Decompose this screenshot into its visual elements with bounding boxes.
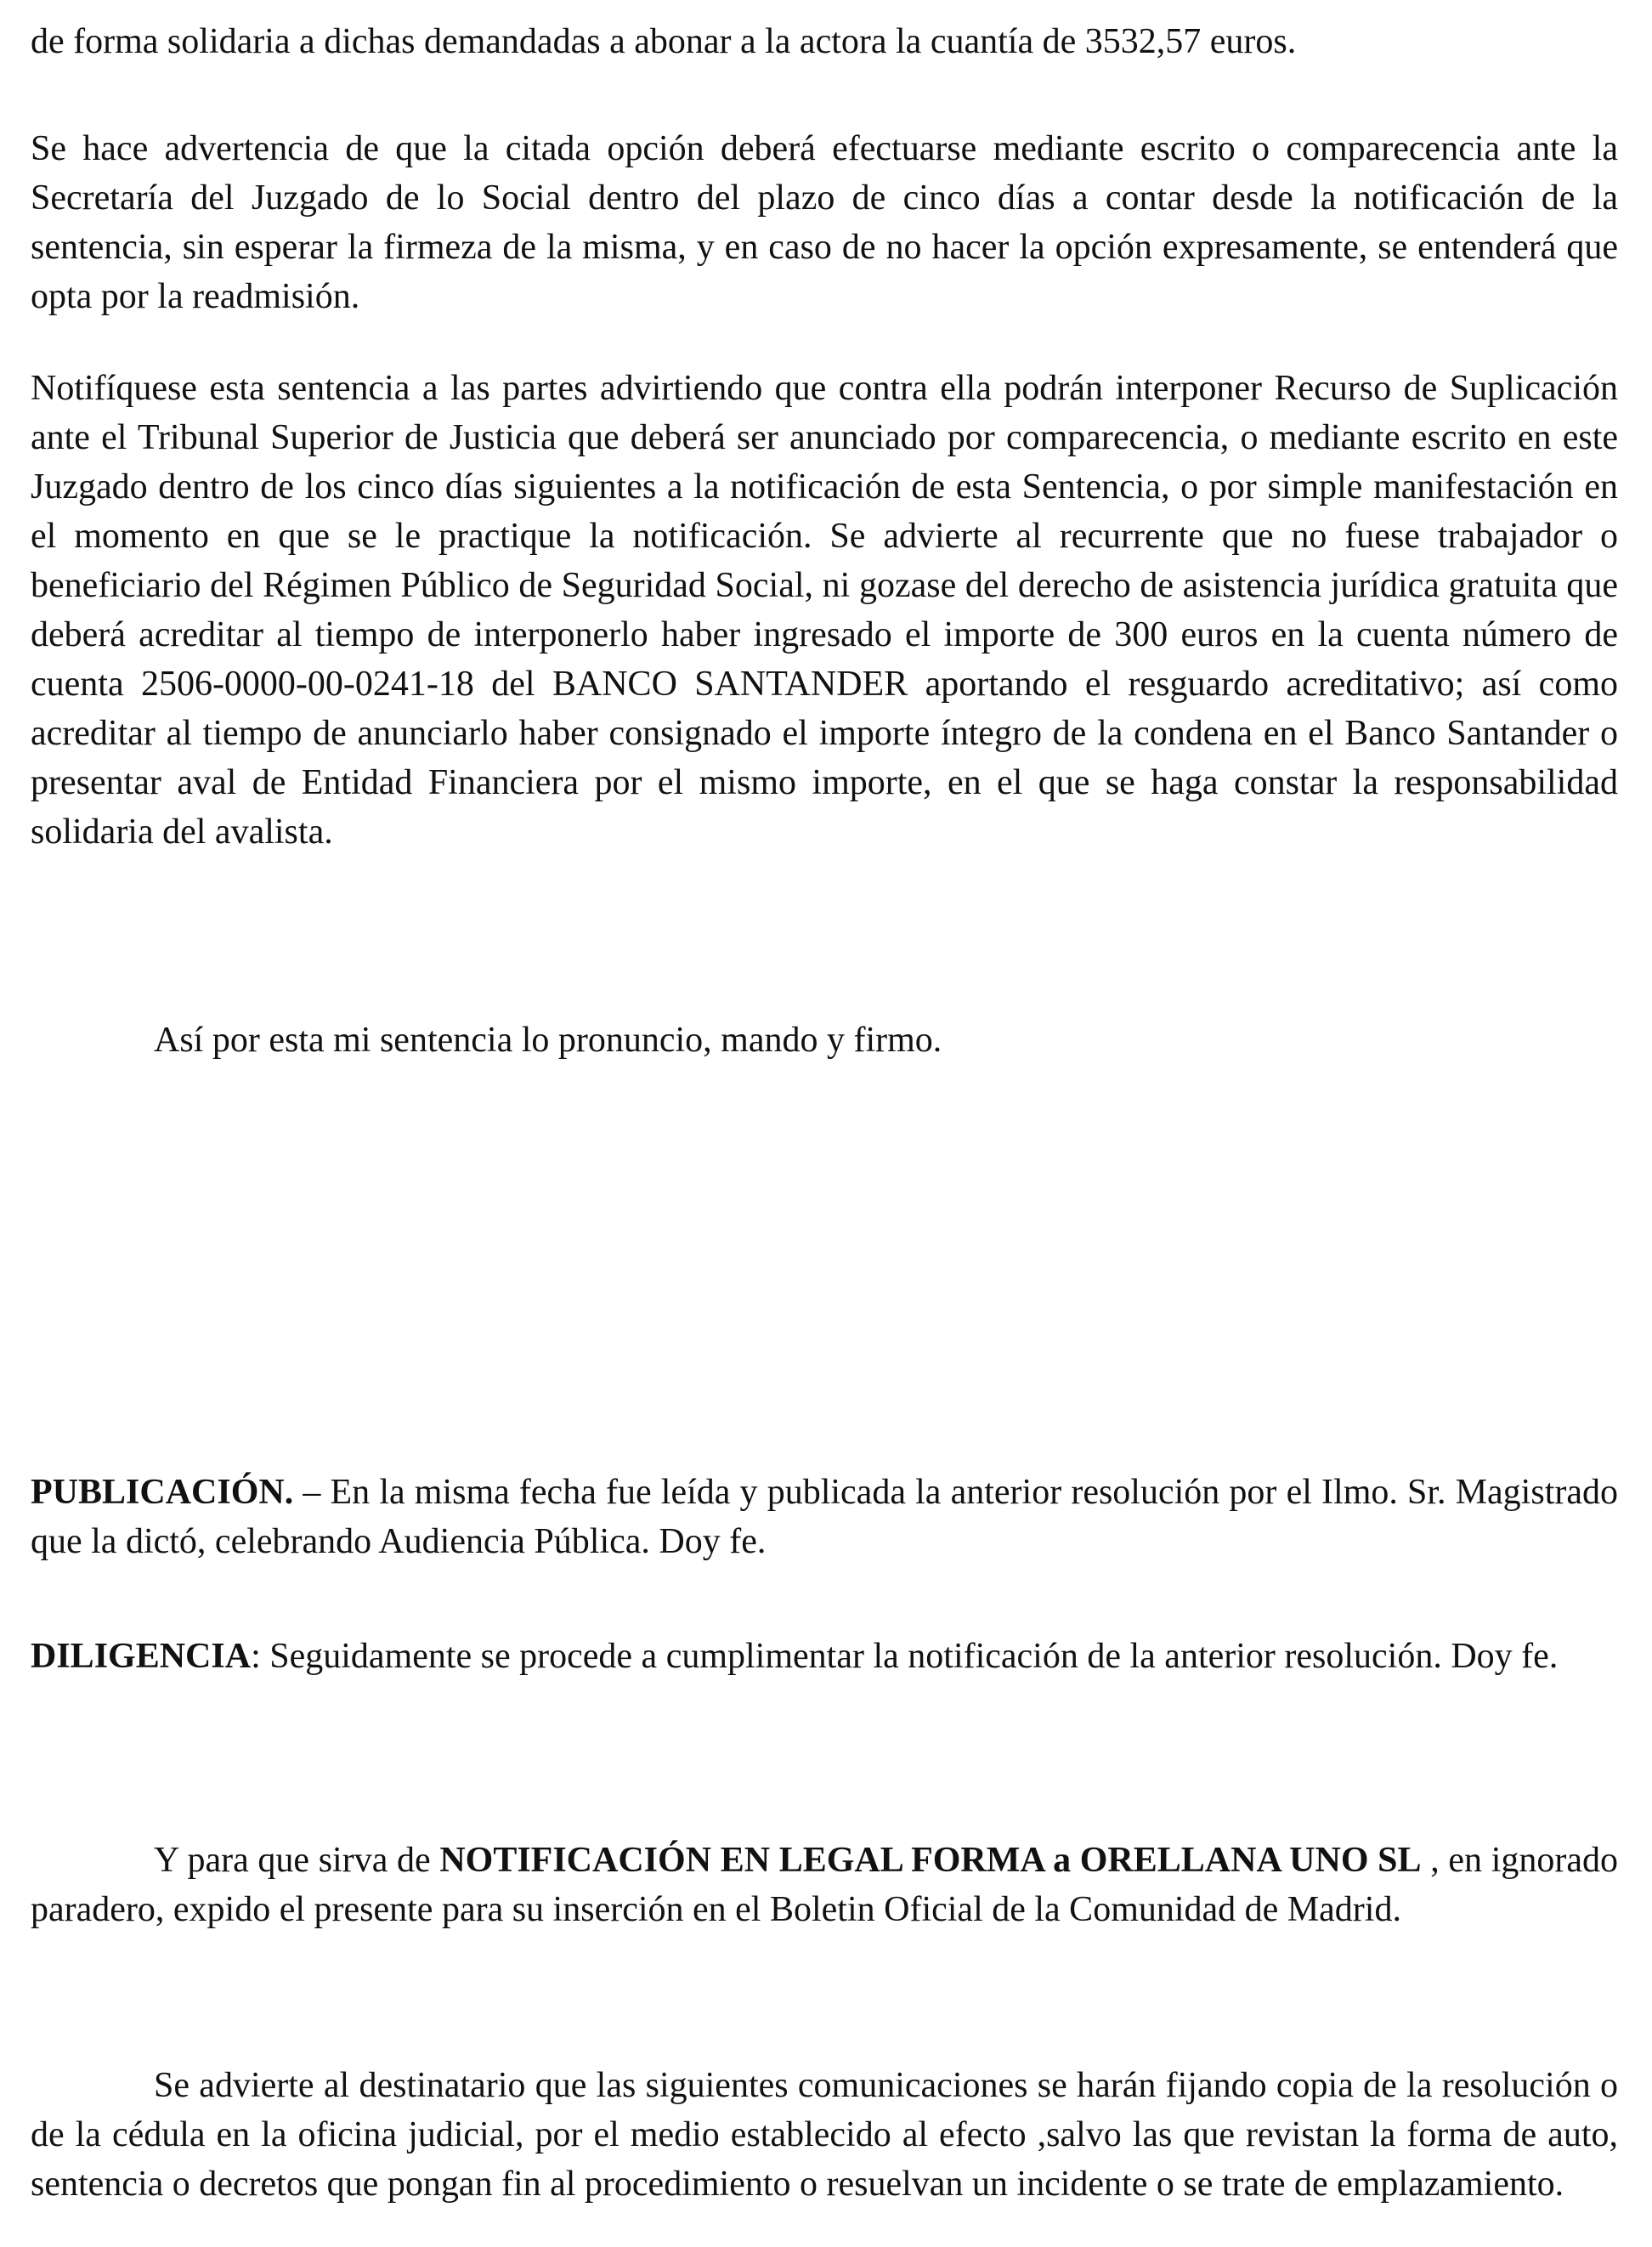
paragraph-condena-amount: de forma solidaria a dichas demandadas a abonar a la actora la cuantía de 3532,57 euros.	[31, 22, 1297, 61]
paragraph-opcion-warning: Se hace advertencia de que la citada opción deberá efectuarse mediante escrito o comparecencia ante la Secretaría del Juzgado de lo Social dentro del plazo de cinco días a contar desde la notificación de la sentencia, sin esperar la firmeza de la misma, y en caso de no hacer la opción expresamente, se entenderá que opta por la readmisión.	[31, 129, 1618, 316]
paragraph-fallo-closing: Así por esta mi sentencia lo pronuncio, mando y firmo.	[154, 1021, 942, 1060]
paragraph-publicacion	[31, 1468, 1618, 1566]
notificacion-intro: Y para que sirva de	[154, 1841, 440, 1880]
notificacion-text: , en ignorado paradero, expido el presente para su inserción en el Boletin Oficial de la Comunidad de Madrid.	[31, 1841, 1618, 1929]
paragraph-notificacion	[31, 1836, 1618, 1934]
diligencia-heading: DILIGENCIA	[31, 1637, 252, 1676]
diligencia-text: : Seguidamente se procede a cumplimentar la notificación de la anterior resolución. Doy fe.	[251, 1637, 1559, 1676]
publicacion-heading: PUBLICACIÓN.	[31, 1473, 294, 1512]
notificacion-bold: NOTIFICACIÓN EN LEGAL FORMA a ORELLANA UNO SL	[439, 1841, 1422, 1880]
publicacion-text: – En la misma fecha fue leída y publicada la anterior resolución por el Ilmo. Sr. Magistrado que la dictó, celebrando Audiencia Pública. Doy fe.	[31, 1473, 1618, 1561]
paragraph-recurso-suplicacion: Notifíquese esta sentencia a las partes advirtiendo que contra ella podrán interponer Recurso de Suplicación ante el Tribunal Superior de Justicia que deberá ser anunciado por comparecencia, o mediante escrito en este Juzgado dentro de los cinco días siguientes a la notificación de esta Sentencia, o por simple manifestación en el momento en que se le practique la notificación. Se advierte al recurrente que no fuese trabajador o beneficiario del Régimen Público de Seguridad Social, ni gozase del derecho de asistencia jurídica gratuita que deberá acreditar al tiempo de interponerlo haber ingresado el importe de 300 euros en la cuenta número de cuenta 2506-0000-00-0241-18 del BANCO SANTANDER aportando el resguardo acreditativo; así como acreditar al tiempo de anunciarlo haber consignado el importe íntegro de la condena en el Banco Santander o presentar aval de Entidad Financiera por el mismo importe, en el que se haga constar la responsabilidad solidaria del avalista.	[31, 369, 1618, 852]
paragraph-diligencia	[31, 1632, 1558, 1681]
paragraph-advertencia-destinatario: Se advierte al destinatario que las siguientes comunicaciones se harán fijando copia de la resolución o de la cédula en la oficina judicial, por el medio establecido al efecto ,salvo las que revistan la forma de auto, sentencia o decretos que pongan fin al procedimiento o resuelvan un incidente o se trate de emplazamiento.	[31, 2066, 1618, 2204]
